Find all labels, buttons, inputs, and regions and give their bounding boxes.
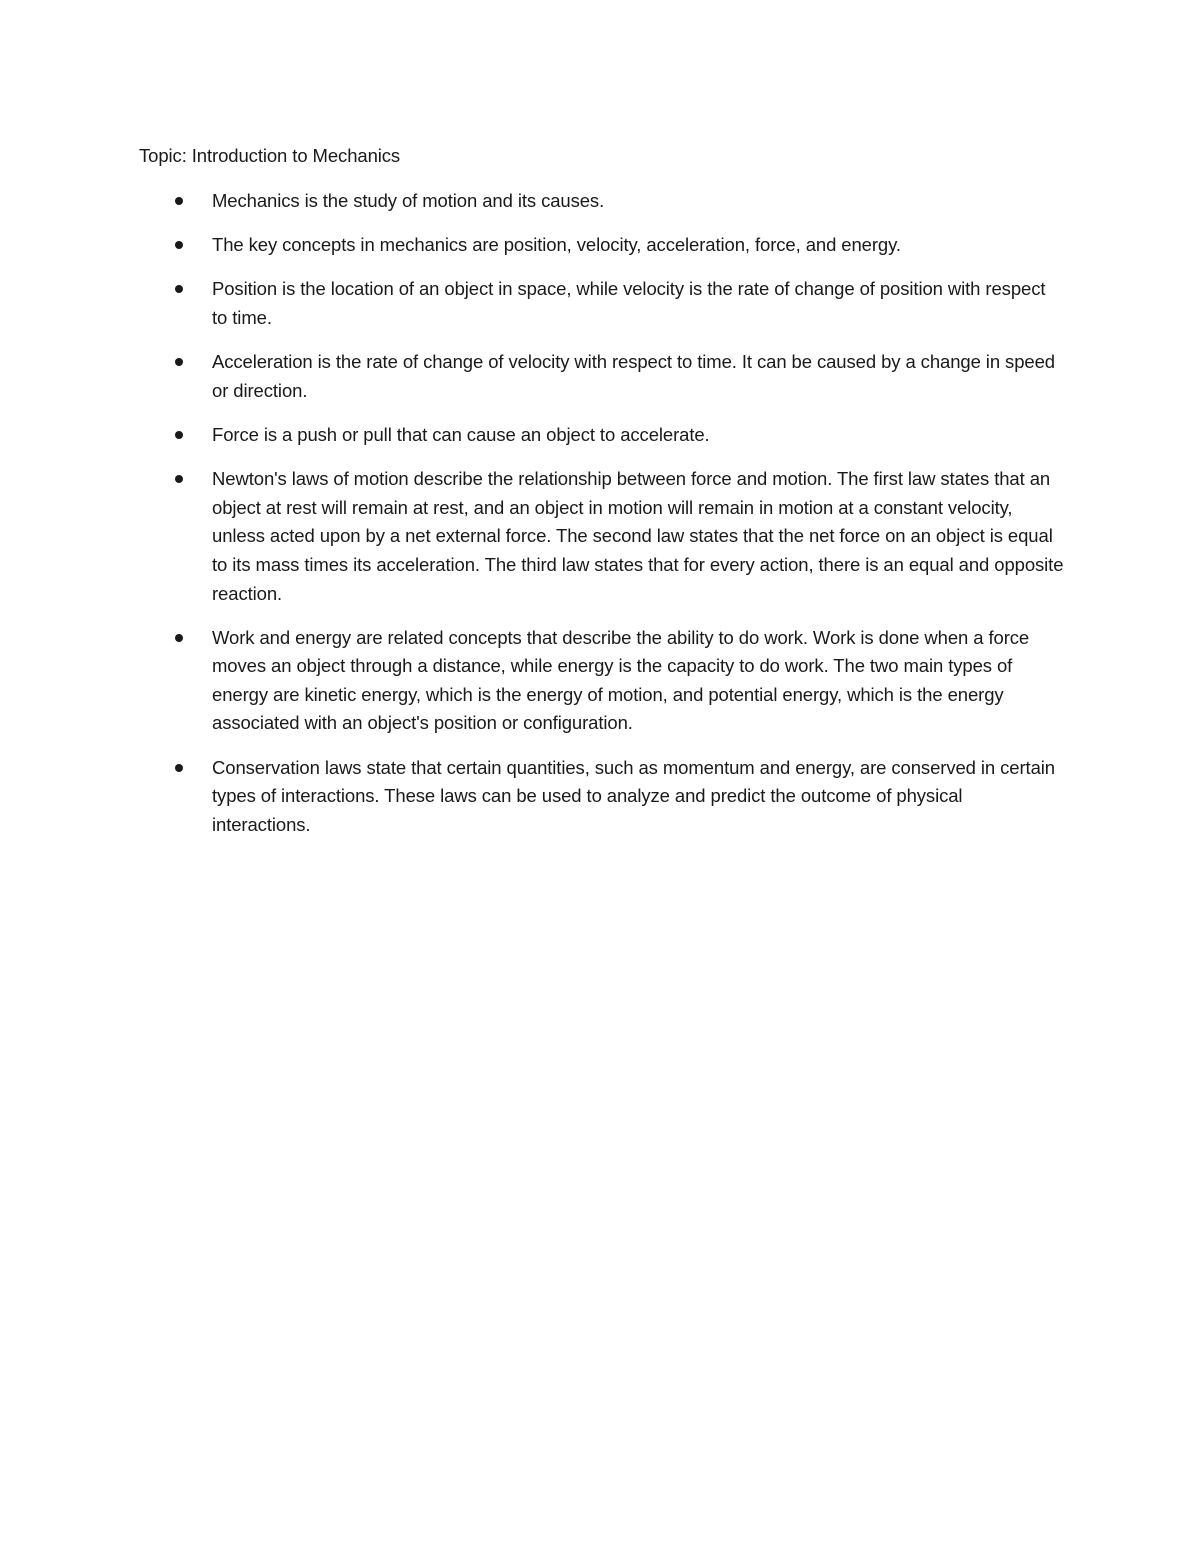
bullet-icon	[175, 634, 183, 642]
bullet-icon	[175, 764, 183, 772]
list-item-text: Newton's laws of motion describe the relationship between force and motion. The first law states that an object at rest will remain at rest, and an object in motion will remain in motion at a constant velocity, unless acted upon by a net external force. The second law states that the net force on an object is equal to its mass times its acceleration. The third law states that for every action, there is an equal and opposite reaction.	[212, 468, 1064, 604]
list-item-text: The key concepts in mechanics are position, velocity, acceleration, force, and energy.	[212, 234, 901, 256]
bullet-icon	[175, 475, 183, 483]
list-item	[139, 754, 1064, 840]
document-title: Topic: Introduction to Mechanics	[139, 145, 401, 166]
list-item-text: Position is the location of an object in space, while velocity is the rate of change of position with respect to time.	[212, 278, 1046, 328]
list-item	[139, 465, 1064, 608]
list-item	[139, 231, 1064, 260]
list-item-text: Force is a push or pull that can cause an object to accelerate.	[212, 423, 710, 445]
bullet-list	[139, 187, 1064, 855]
bullet-icon	[175, 431, 183, 439]
list-item	[139, 421, 1064, 450]
bullet-icon	[175, 241, 183, 249]
bullet-icon	[175, 285, 183, 293]
list-item-text: Acceleration is the rate of change of velocity with respect to time. It can be caused by a change in speed or direction.	[212, 351, 1055, 401]
list-item	[139, 624, 1064, 738]
list-item-text: Work and energy are related concepts that describe the ability to do work. Work is done when a force moves an object through a distance, while energy is the capacity to do work. The two main types of energy are kinetic energy, which is the energy of motion, and potential energy, which is the energy associated with an object's position or configuration.	[212, 626, 1030, 734]
bullet-icon	[175, 358, 183, 366]
list-item	[139, 187, 1064, 216]
list-item	[139, 348, 1064, 405]
list-item-text: Mechanics is the study of motion and its causes.	[212, 190, 605, 211]
list-item	[139, 275, 1064, 332]
bullet-icon	[175, 197, 183, 205]
list-item-text: Conservation laws state that certain quantities, such as momentum and energy, are conserved in certain types of interactions. These laws can be used to analyze and predict the outcome of physical interactions.	[212, 756, 1055, 835]
